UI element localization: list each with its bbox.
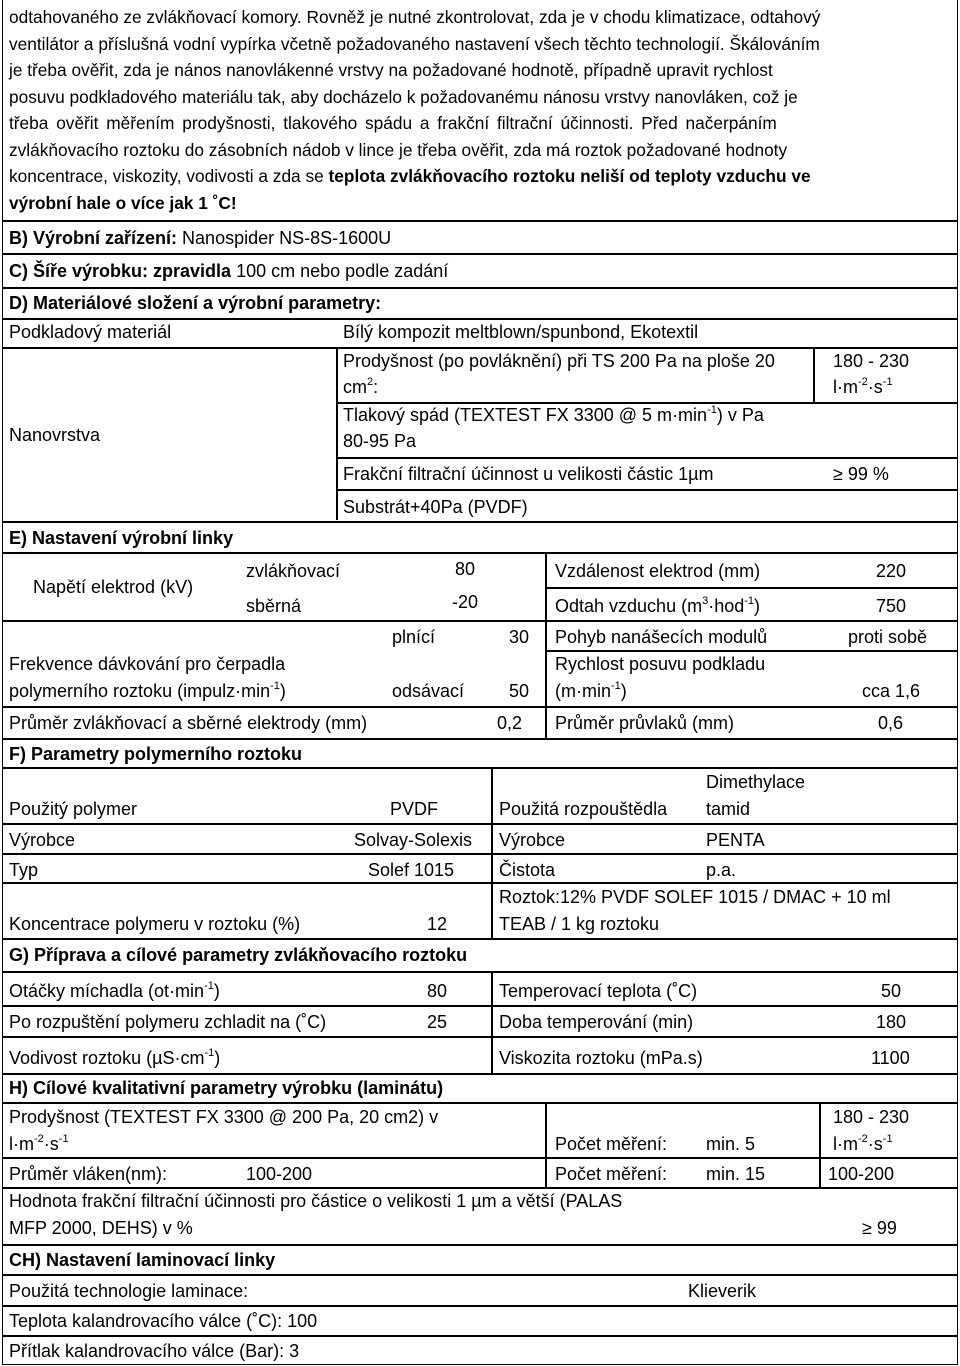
section-d-title: D) Materiálové složení a výrobní parametry: <box>9 293 382 313</box>
divider <box>2 738 957 740</box>
lam-perm-val-sup2: -1 <box>882 1133 893 1145</box>
permeability-unit-tail: : <box>373 377 379 397</box>
feed-speed-sup: -1 <box>611 680 621 692</box>
divider <box>2 1005 957 1007</box>
module-movement-label: Pohyb nanášecích modulů <box>555 627 768 647</box>
solution-line-1: Roztok:12% PVDF SOLEF 1015 / DMAC + 10 ml <box>499 887 891 907</box>
divider <box>2 882 957 884</box>
calender-roll-temperature: Teplota kalandrovacího válce (˚C): 100 <box>9 1311 318 1331</box>
section-b <box>9 227 391 249</box>
section-g-title: G) Příprava a cílové parametry zvlákňovacího roztoku <box>9 945 468 965</box>
polymer-maker-label: Výrobce <box>9 830 76 850</box>
measure-count-label: Počet měření: <box>555 1134 668 1154</box>
pressure-drop-line-1 <box>343 404 764 426</box>
polymer-type-label: Typ <box>9 860 39 880</box>
divider <box>2 1244 957 1246</box>
section-b-label: B) Výrobní zařízení: <box>9 228 178 248</box>
lam-permeability-line-2 <box>9 1133 69 1155</box>
feed-speed-a: (m·min <box>555 681 611 701</box>
intro-line-1: odtahovaného ze zvlákňovací komory. Rovněž je nutné zkontrolovat, zda je v chodu klimatizace, odtahový <box>9 7 821 27</box>
lam-permeability-line-1: Prodyšnost (TEXTEST FX 3300 @ 200 Pa, 20 cm2) v <box>9 1107 439 1127</box>
fiber-diameter-value: 100-200 <box>246 1164 313 1184</box>
divider <box>2 318 957 320</box>
filling-pump-label: plnící <box>392 627 436 647</box>
divider <box>545 552 547 738</box>
lam-permeability-value-2 <box>833 1133 893 1155</box>
section-e-title: E) Nastavení výrobní linky <box>9 528 234 548</box>
substrate-label: Podkladový materiál <box>9 322 172 342</box>
intro-line-7-b: teplota zvlákňovacího roztoku neliší od teploty vzduchu ve <box>328 166 811 186</box>
nanolayer-label: Nanovrstva <box>9 425 101 445</box>
viscosity-value: 1100 <box>871 1048 910 1068</box>
solvent-value-line-2: tamid <box>706 799 751 819</box>
concentration-value: 12 <box>427 914 448 934</box>
air-exhaust-a: Odtah vzduchu (m <box>555 596 703 616</box>
divider <box>819 1157 821 1187</box>
divider <box>2 706 957 708</box>
lam-perm-sup2: -1 <box>58 1133 69 1145</box>
substrate-pvdf: Substrát+40Pa (PVDF) <box>343 497 528 517</box>
cooling-label: Po rozpuštění polymeru zchladit na (˚C) <box>9 1012 327 1032</box>
lam-perm-sup1: -2 <box>34 1133 44 1145</box>
intro-line-6: zvlákňovacího roztoku do zásobních nádob v lince je třeba ověřit, zda má roztok požadované hodnoty <box>9 140 788 160</box>
lam-perm-val-a: l·m <box>833 1134 858 1154</box>
solvent-maker-value: PENTA <box>706 830 765 850</box>
tempering-temp-label: Temperovací teplota (˚C) <box>499 981 698 1001</box>
air-exhaust-label <box>555 595 760 617</box>
section-ch-title: CH) Nastavení laminovací linky <box>9 1250 276 1270</box>
pump-frequency-sup: -1 <box>270 680 280 692</box>
mixer-rpm-a: Otáčky míchadla (ot·min <box>9 981 205 1001</box>
permeability-line-1: Prodyšnost (po povláknění) při TS 200 Pa na ploše 20 <box>343 351 775 371</box>
solvent-label: Použitá rozpouštědla <box>499 799 668 819</box>
lamination-tech-value: Klieverik <box>688 1281 757 1301</box>
pump-frequency-a: polymerního roztoku (impulz·min <box>9 681 271 701</box>
section-c-label: C) Šíře výrobku: zpravidla <box>9 261 232 281</box>
section-c <box>9 260 448 282</box>
divider <box>336 489 957 491</box>
intro-line-2: ventilátor a příslušná vodní vypírka včetně požadovaného nastavení všech těchto technologií. Škálováním <box>9 34 820 54</box>
divider <box>2 287 957 289</box>
lamination-tech-label: Použitá technologie laminace: <box>9 1281 249 1301</box>
purity-label: Čistota <box>499 860 556 880</box>
filtration-efficiency-line-1: Hodnota frakční filtrační účinnosti pro částice o velikosti 1 µm a větší (PALAS <box>9 1191 623 1211</box>
tempering-temp-value: 50 <box>881 981 902 1001</box>
intro-line-4: posuvu podkladového materiálu tak, aby docházelo k požadovanému nánosu vrstvy nanovláken, což je <box>9 87 798 107</box>
permeability-unit-sup: 2 <box>367 376 374 388</box>
electrode-distance-label: Vzdálenost elektrod (mm) <box>555 561 761 581</box>
divider <box>2 1073 957 1075</box>
pump-frequency-line-2 <box>9 680 286 702</box>
divider <box>2 1036 957 1038</box>
divider <box>2 620 957 622</box>
divider <box>2 521 957 523</box>
divider <box>545 587 957 589</box>
intro-line-3: je třeba ověřit, zda je nános nanovlákenné vrstvy na požadované hodnotě, případně upravit rychlost <box>9 60 773 80</box>
perm-unit-a: l·m <box>833 377 858 397</box>
perm-unit-sup2: -1 <box>882 376 893 388</box>
perm-unit-b: ·s <box>867 377 883 397</box>
permeability-value-2 <box>833 376 893 398</box>
measure-count-2-label: Počet měření: <box>555 1164 668 1184</box>
suction-pump-value: 50 <box>509 681 530 701</box>
perm-unit-sup1: -2 <box>858 376 868 388</box>
air-exhaust-b: ·hod <box>708 596 745 616</box>
lam-perm-val-sup1: -2 <box>858 1133 868 1145</box>
electrode-distance-value: 220 <box>876 561 907 581</box>
solvent-value-line-1: Dimethylace <box>706 772 806 792</box>
permeability-line-2 <box>343 376 378 398</box>
divider <box>2 767 957 769</box>
divider <box>2 971 957 973</box>
divider <box>2 1102 957 1104</box>
section-f-title: F) Parametry polymerního roztoku <box>9 744 303 764</box>
measure-count-value: min. 5 <box>706 1134 756 1154</box>
collecting-electrode-value: -20 <box>452 592 479 612</box>
section-c-value: 100 cm nebo podle zadání <box>236 261 449 281</box>
permeability-unit: cm <box>343 377 367 397</box>
divider <box>819 1102 821 1157</box>
pump-frequency-line-1: Frekvence dávkování pro čerpadla <box>9 654 286 674</box>
viscosity-label: Viskozita roztoku (mPa.s) <box>499 1048 703 1068</box>
intro-line-8: výrobní hale o více jak 1 ˚C! <box>9 193 237 213</box>
polymer-maker-value: Solvay-Solexis <box>354 830 473 850</box>
air-exhaust-value: 750 <box>876 596 907 616</box>
pump-frequency-b: ) <box>279 681 286 701</box>
feed-speed-b: ) <box>620 681 627 701</box>
filtration-efficiency-value: ≥ 99 <box>862 1218 897 1238</box>
concentration-label: Koncentrace polymeru v roztoku (%) <box>9 914 301 934</box>
intro-line-5: třeba ověřit měřením prodyšnosti, tlakového spádu a frakční filtrační účinnosti. Před načerpáním <box>9 113 777 133</box>
electrode-diameter-label: Průměr zvlákňovací a sběrné elektrody (mm) <box>9 713 368 733</box>
mixer-rpm-sup: -1 <box>204 980 214 992</box>
divider <box>2 823 957 825</box>
conductivity-a: Vodivost roztoku (µS·cm <box>9 1048 205 1068</box>
nozzle-diameter-value: 0,6 <box>878 713 904 733</box>
spinning-electrode-label: zvlákňovací <box>246 561 341 581</box>
feed-speed-line-2 <box>555 680 627 702</box>
nozzle-diameter-label: Průměr průvlaků (mm) <box>555 713 735 733</box>
intro-line-7 <box>9 165 811 187</box>
mixer-rpm-label <box>9 980 220 1002</box>
divider <box>2 1187 957 1189</box>
lam-permeability-value-1: 180 - 230 <box>833 1107 910 1127</box>
lam-perm-a: l·m <box>9 1134 34 1154</box>
lam-perm-b: ·s <box>43 1134 59 1154</box>
electrode-diameter-value: 0,2 <box>497 713 523 733</box>
air-exhaust-sup1: 3 <box>702 595 709 607</box>
filtration-efficiency-line-2: MFP 2000, DEHS) v % <box>9 1218 193 1238</box>
tempering-time-label: Doba temperování (min) <box>499 1012 694 1032</box>
divider <box>336 457 957 459</box>
divider <box>336 347 338 520</box>
solvent-maker-label: Výrobce <box>499 830 566 850</box>
pressure-drop-a: Tlakový spád (TEXTEST FX 3300 @ 5 m·min <box>343 405 708 425</box>
divider <box>2 253 957 255</box>
divider <box>2 853 957 855</box>
divider <box>2 220 957 222</box>
intro-line-7-a: koncentrace, viskozity, vodivosti a zda se <box>9 166 329 186</box>
feed-speed-line-1: Rychlost posuvu podkladu <box>555 654 766 674</box>
air-exhaust-c: ) <box>754 596 761 616</box>
spinning-electrode-value: 80 <box>455 559 476 579</box>
divider <box>2 938 957 940</box>
purity-value: p.a. <box>706 860 737 880</box>
section-b-value: Nanospider NS-8S-1600U <box>182 228 392 248</box>
fiber-diameter-label: Průměr vláken(nm): <box>9 1164 168 1184</box>
divider <box>2 552 957 554</box>
pressure-drop-sup: -1 <box>707 404 717 416</box>
measure-count-2-value: min. 15 <box>706 1164 766 1184</box>
divider <box>545 650 957 652</box>
conductivity-label <box>9 1047 220 1069</box>
filling-pump-value: 30 <box>509 627 530 647</box>
divider <box>2 1274 957 1276</box>
divider <box>2 1157 957 1159</box>
suction-pump-label: odsávací <box>392 681 465 701</box>
divider <box>813 347 815 403</box>
air-exhaust-sup2: -1 <box>744 595 755 607</box>
module-movement-value: proti sobě <box>848 627 928 647</box>
polymer-type-value: Solef 1015 <box>368 860 455 880</box>
conductivity-sup: -1 <box>204 1047 215 1059</box>
divider <box>2 1305 957 1307</box>
efficiency-label: Frakční filtrační účinnost u velikosti částic 1µm <box>343 464 714 484</box>
permeability-value-1: 180 - 230 <box>833 351 910 371</box>
collecting-electrode-label: sběrná <box>246 596 302 616</box>
polymer-value: PVDF <box>390 799 439 819</box>
lam-perm-val-b: ·s <box>867 1134 883 1154</box>
divider <box>545 1102 547 1157</box>
section-h-title: H) Cílové kvalitativní parametry výrobku (laminátu) <box>9 1078 444 1098</box>
feed-speed-value: cca 1,6 <box>862 681 921 701</box>
pressure-drop-b: ) v Pa <box>716 405 764 425</box>
pressure-drop-line-2: 80-95 Pa <box>343 431 417 451</box>
divider <box>545 1157 547 1187</box>
efficiency-value: ≥ 99 % <box>833 464 889 484</box>
calender-roll-pressure: Přítlak kalandrovacího válce (Bar): 3 <box>9 1341 300 1361</box>
voltage-label: Napětí elektrod (kV) <box>33 577 194 597</box>
cooling-value: 25 <box>427 1012 448 1032</box>
mixer-rpm-b: ) <box>213 981 220 1001</box>
fiber-diameter-target: 100-200 <box>828 1164 895 1184</box>
mixer-rpm-value: 80 <box>427 981 448 1001</box>
substrate-value: Bílý kompozit meltblown/spunbond, Ekotextil <box>343 322 699 342</box>
divider <box>2 1335 957 1337</box>
conductivity-b: ) <box>214 1048 221 1068</box>
divider <box>491 971 493 1074</box>
polymer-label: Použitý polymer <box>9 799 138 819</box>
tempering-time-value: 180 <box>876 1012 907 1032</box>
solution-line-2: TEAB / 1 kg roztoku <box>499 914 660 934</box>
